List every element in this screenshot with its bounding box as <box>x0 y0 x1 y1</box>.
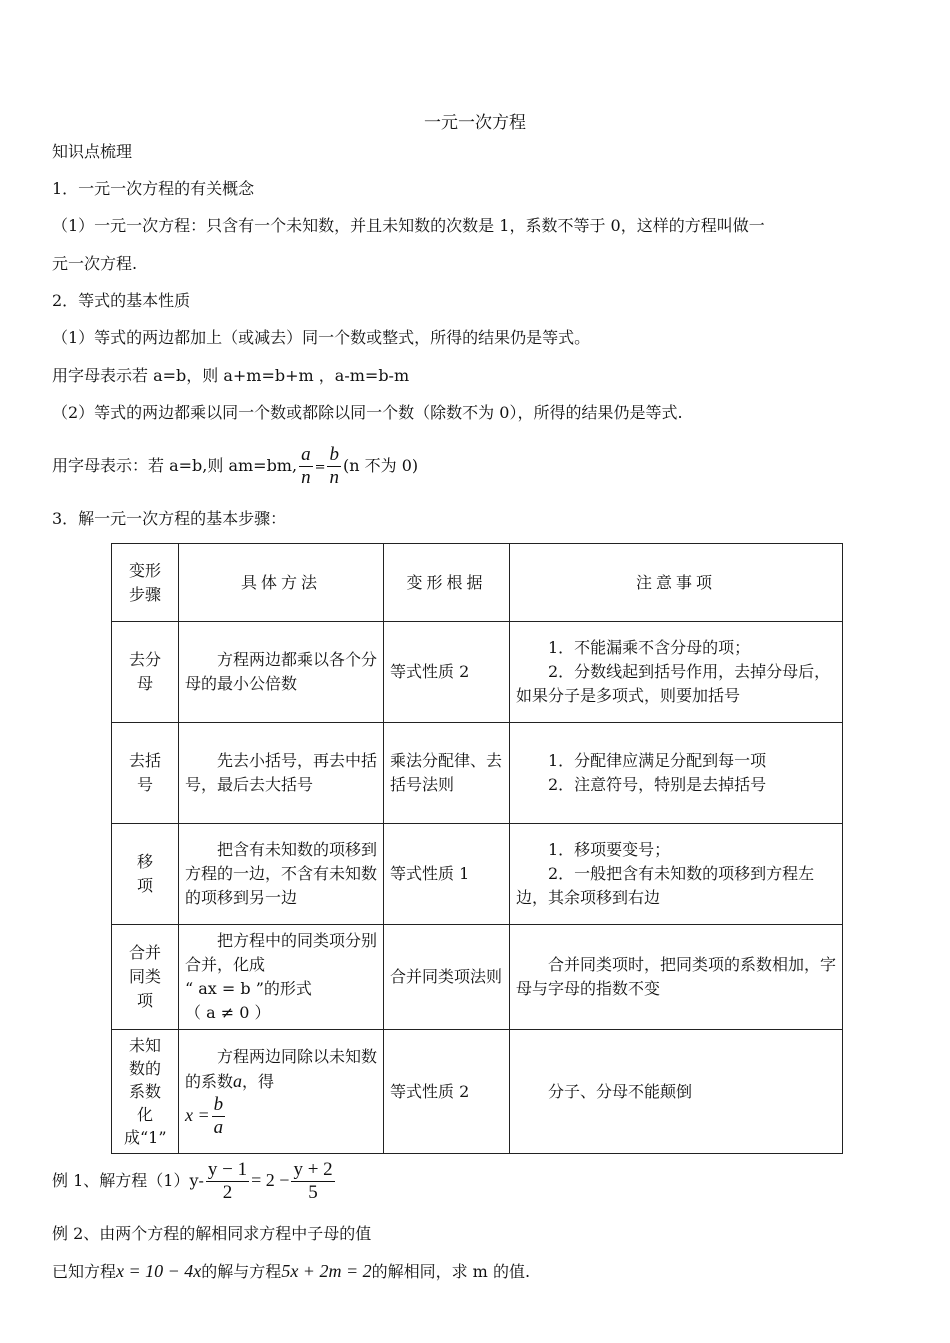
method-cell <box>179 925 384 1030</box>
note-item: 1．移项要变号； <box>548 840 671 859</box>
example-1-middle: = 2 − <box>251 1170 290 1190</box>
table-row <box>112 622 843 723</box>
step-cell: 去括号 <box>112 723 179 824</box>
header-method: 具体方法 <box>179 544 384 622</box>
example-2-text-b: 的解与方程 <box>201 1262 282 1281</box>
method-cell: 把含有未知数的项移到方程的一边，不含有未知数的项移到另一边 <box>179 824 384 925</box>
property-2: （2）等式的两边都乘以同一个数或都除以同一个数（除数不为 0），所得的结果仍是等式. <box>52 403 683 422</box>
method-text-b: ，得 <box>242 1071 275 1091</box>
fraction-b-over-n <box>327 444 341 489</box>
notes-cell <box>510 622 843 723</box>
fraction-numerator: y − 1 <box>207 1159 248 1180</box>
fraction-a-over-n <box>299 444 313 489</box>
property-2-expression <box>52 438 418 496</box>
steps-table <box>111 543 843 1154</box>
table-header-row <box>112 544 843 622</box>
fraction-numerator: b <box>213 1093 224 1115</box>
fraction-denominator: 2 <box>222 1182 233 1203</box>
fraction-denominator: a <box>213 1116 224 1138</box>
note-item: 1．不能漏乘不含分母的项； <box>548 638 751 657</box>
header-basis: 变形根据 <box>384 544 510 622</box>
notes-cell: 分子、分母不能颠倒 <box>510 1030 843 1154</box>
step-cell: 去分母 <box>112 622 179 723</box>
notes-cell <box>510 824 843 925</box>
method-result <box>185 1094 377 1139</box>
x-equals: x = <box>185 1104 210 1125</box>
example-2-text-c: 的解相同，求 m 的值. <box>371 1262 531 1281</box>
header-step: 变形步骤 <box>112 544 179 622</box>
page-title: 一元一次方程 <box>424 113 526 133</box>
step-cell: 未知数的系数化成“1” <box>112 1030 179 1154</box>
notes-cell: 合并同类项时，把同类项的系数相加，字母与字母的指数不变 <box>510 925 843 1030</box>
header-notes: 注意事项 <box>510 544 843 622</box>
fraction-denominator: 5 <box>308 1182 318 1203</box>
variable-a: a <box>233 1070 243 1091</box>
fraction-numerator: a <box>301 444 311 465</box>
property-1-expression: 用字母表示若 a=b，则 a+m=b+m ，a-m=b-m <box>52 366 410 385</box>
method-condition: （ a ≠ 0 ） <box>185 1003 271 1022</box>
note-item: 2．一般把含有未知数的项移到方程左边，其余项移到右边 <box>516 864 815 907</box>
property-2-text-a: 用字母表示：若 a=b,则 am=bm, <box>52 456 298 475</box>
method-cell <box>179 1030 384 1154</box>
property-1: （1）等式的两边都加上（或减去）同一个数或整式，所得的结果仍是等式。 <box>52 328 591 347</box>
method-text: 把方程中的同类项分别合并，化成 <box>185 931 378 974</box>
equation-1: x = 10 − 4x <box>116 1261 202 1281</box>
section-3-title: 3．解一元一次方程的基本步骤： <box>52 509 287 528</box>
example-2-title: 例 2、由两个方程的解相同求方程中子母的值 <box>52 1224 372 1243</box>
section-1-title: 1．一元一次方程的有关概念 <box>52 179 255 198</box>
section-2-title: 2．等式的基本性质 <box>52 291 191 310</box>
fraction-b-over-a <box>212 1094 226 1139</box>
equals-sign: = <box>314 460 326 475</box>
example-2-text-a: 已知方程 <box>52 1262 117 1281</box>
method-cell: 方程两边都乘以各个分母的最小公倍数 <box>179 622 384 723</box>
fraction-numerator: b <box>329 444 339 465</box>
fraction-numerator: y + 2 <box>293 1159 333 1180</box>
note-item: 2．注意符号，特别是去掉括号 <box>548 775 767 794</box>
basis-cell: 合并同类项法则 <box>384 925 510 1030</box>
basis-cell: 等式性质 2 <box>384 1030 510 1154</box>
definition-line-1: （1）一元一次方程：只含有一个未知数，并且未知数的次数是 1，系数不等于 0，这样的方程叫做一 <box>52 216 765 235</box>
method-text <box>185 1045 377 1094</box>
table-row <box>112 723 843 824</box>
fraction-denominator: n <box>301 467 311 488</box>
example-1 <box>52 1153 337 1208</box>
basis-cell: 等式性质 2 <box>384 622 510 723</box>
method-text-a: 方程两边同除以未知数的系数 <box>185 1046 378 1091</box>
basis-cell: 乘法分配律、去括号法则 <box>384 723 510 824</box>
equation-2: 5x + 2m = 2 <box>281 1261 372 1281</box>
table-row <box>112 824 843 925</box>
table-row <box>112 925 843 1030</box>
definition-line-2: 元一次方程. <box>52 254 138 273</box>
step-cell: 合并同类项 <box>112 925 179 1030</box>
example-1-label: 例 1、解方程（1）y- <box>52 1171 204 1190</box>
fraction-y-plus-2-over-5 <box>291 1159 334 1204</box>
fraction-denominator: n <box>329 467 339 488</box>
note-item: 2．分数线起到括号作用，去掉分母后，如果分子是多项式，则要加括号 <box>516 662 831 705</box>
section-heading: 知识点梳理 <box>52 142 133 161</box>
basis-cell: 等式性质 1 <box>384 824 510 925</box>
method-expression: “ ax = b ”的形式 <box>185 979 312 998</box>
method-cell: 先去小括号，再去中括号，最后去大括号 <box>179 723 384 824</box>
fraction-y-minus-1-over-2 <box>206 1159 249 1204</box>
note-item: 1．分配律应满足分配到每一项 <box>548 751 767 770</box>
notes-cell <box>510 723 843 824</box>
property-2-text-b: (n 不为 0) <box>342 456 419 475</box>
step-cell: 移项 <box>112 824 179 925</box>
table-row <box>112 1030 843 1154</box>
example-2-problem <box>52 1260 530 1283</box>
